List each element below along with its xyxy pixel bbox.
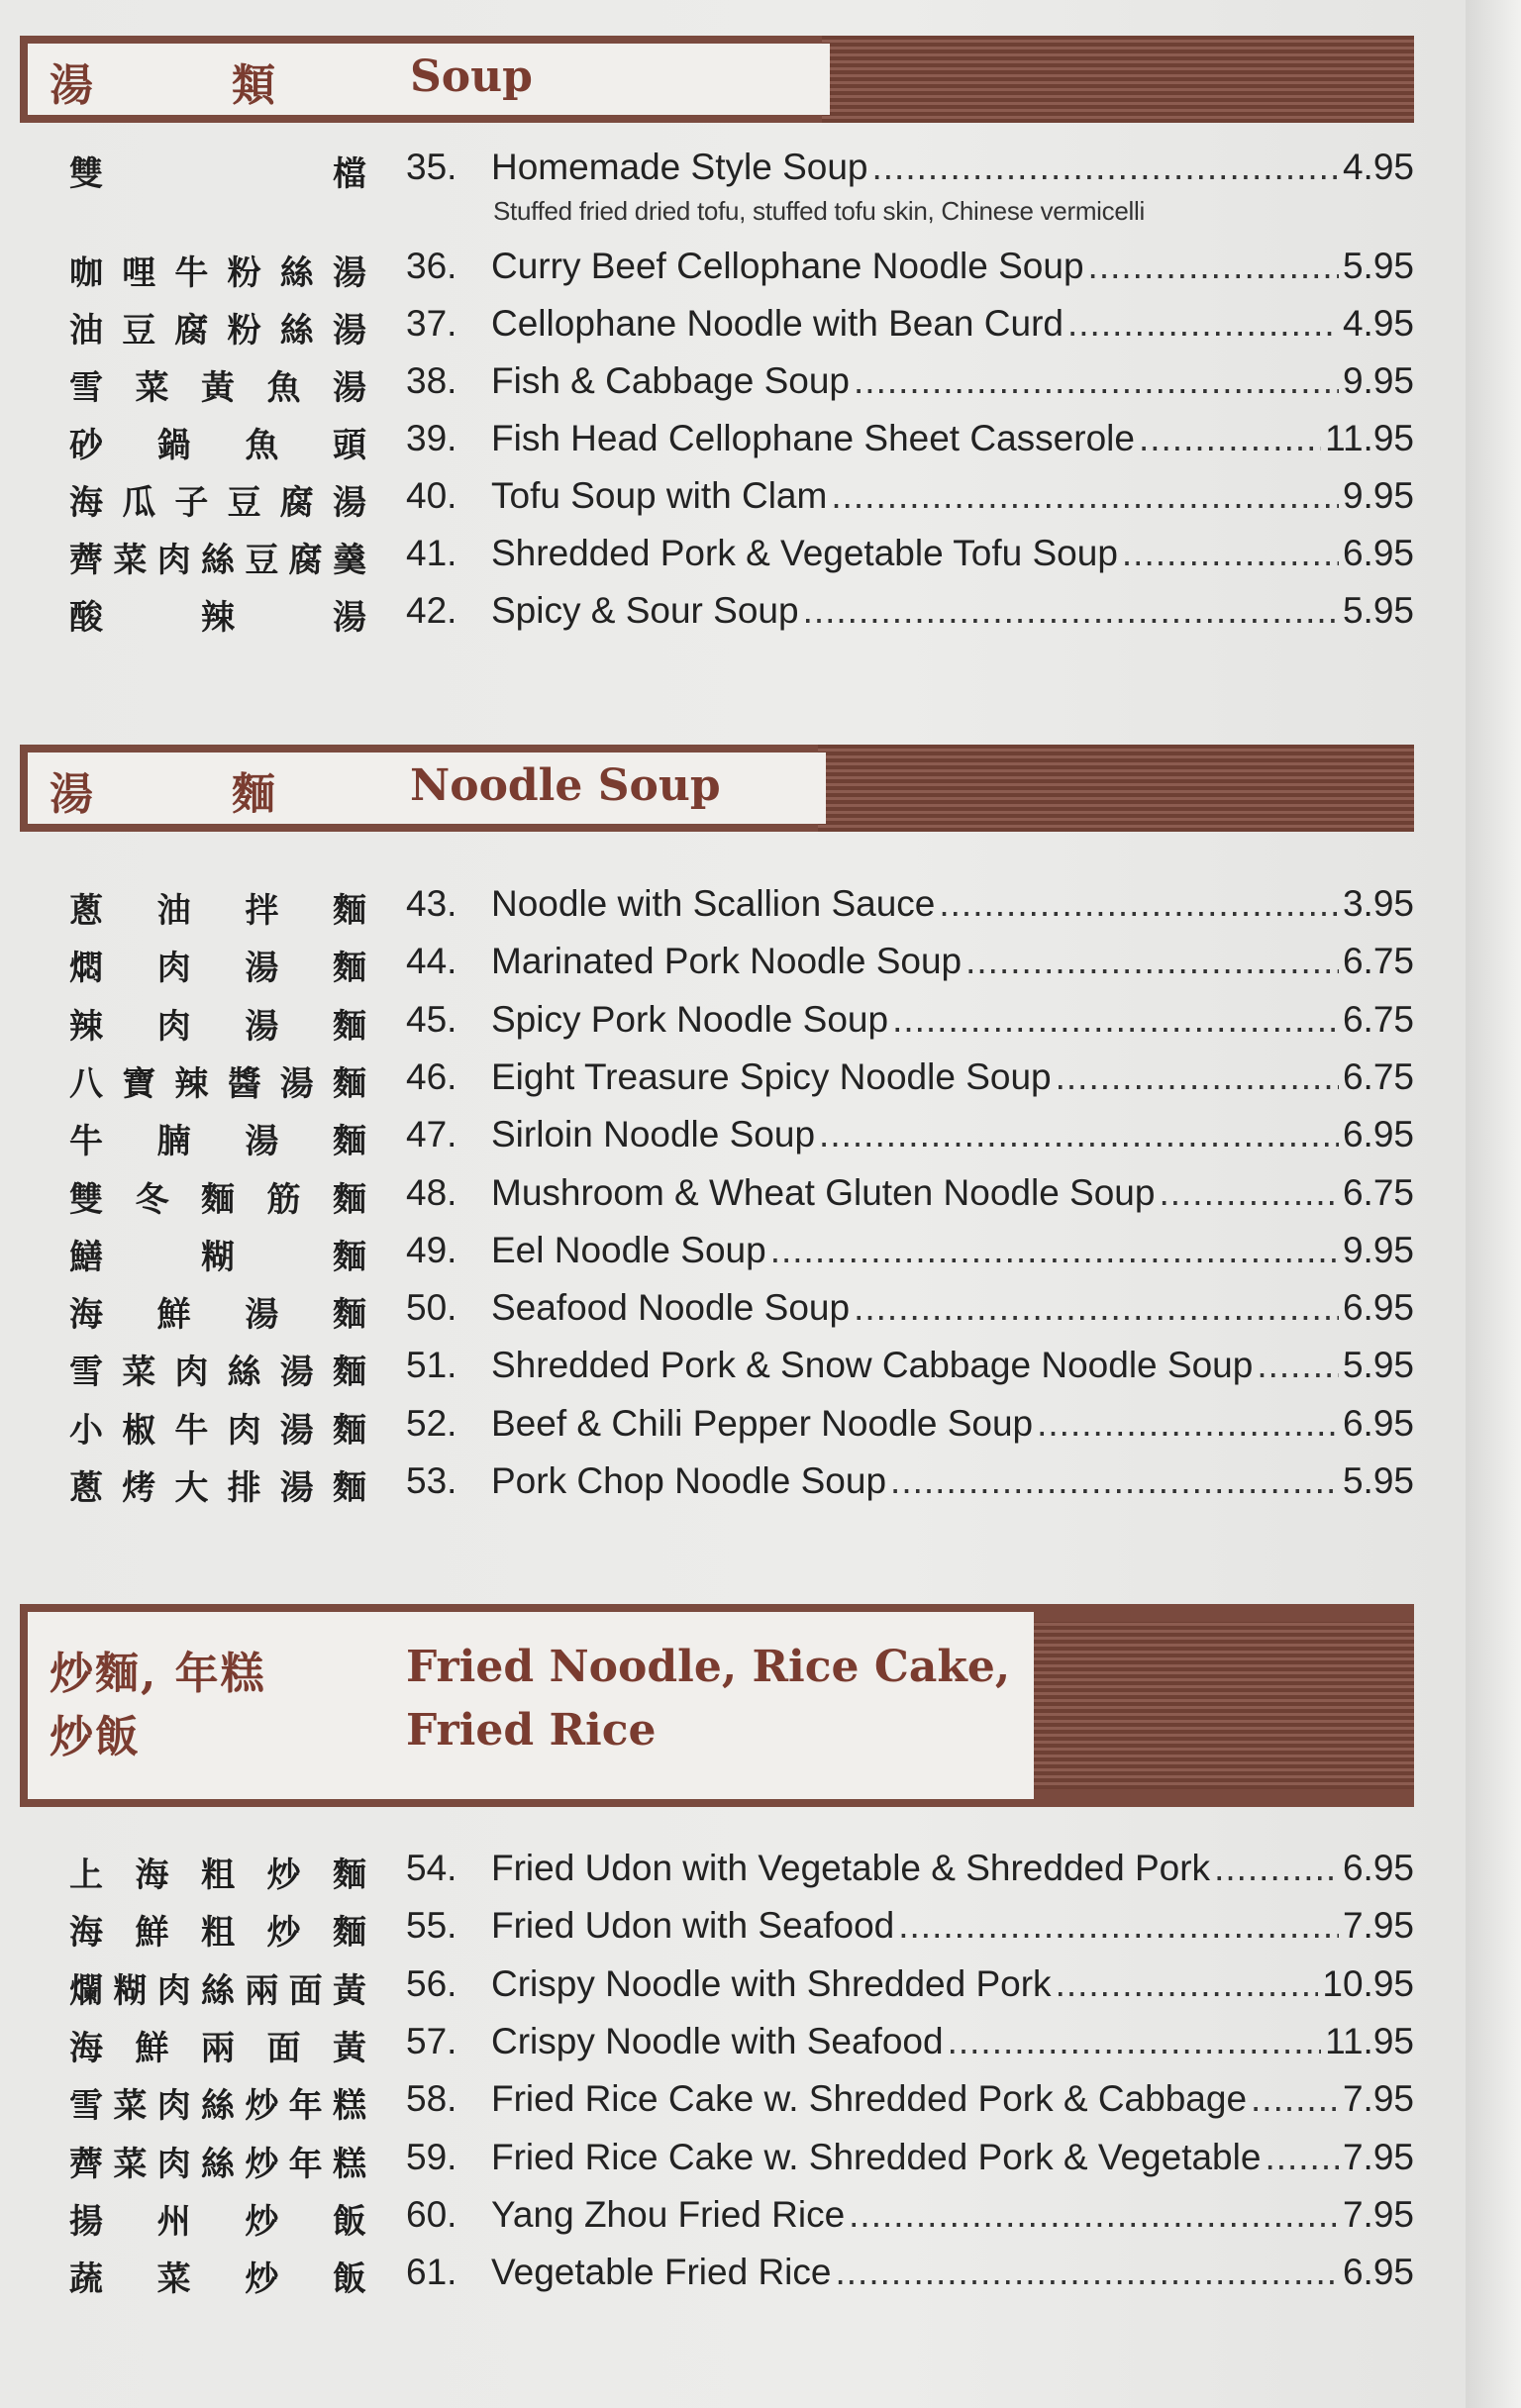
banner-stripes (1026, 1622, 1414, 1789)
dot-leader (1037, 1403, 1339, 1445)
dot-leader (1251, 2078, 1339, 2120)
menu-item-chinese-name: 海 鮮 兩 面 黃 (69, 2028, 366, 2068)
menu-item-name: Beef & Chili Pepper Noodle Soup (491, 1402, 1034, 1444)
menu-item-line (491, 2078, 1414, 2120)
menu-item (0, 525, 1521, 582)
dot-leader (1265, 2137, 1339, 2178)
menu-item (0, 1897, 1521, 1955)
dot-leader (892, 999, 1339, 1041)
dot-leader (1214, 1848, 1339, 1889)
menu-item-number: 55. (406, 1905, 457, 1947)
menu-item-chinese-name: 辣 肉 湯 麵 (69, 1006, 366, 1047)
menu-item-price: 4.95 (1342, 147, 1414, 187)
menu-item (0, 1222, 1521, 1279)
menu-item-number: 52. (406, 1402, 457, 1444)
menu-item-name: Fried Udon with Vegetable & Shredded Pork (491, 1848, 1211, 1888)
dot-leader (1056, 1056, 1339, 1098)
menu-item-line (491, 1848, 1414, 1889)
menu-item (0, 1279, 1521, 1337)
dot-leader (854, 360, 1339, 402)
menu-item-price: 5.95 (1342, 246, 1414, 286)
menu-item-number: 39. (406, 418, 457, 458)
menu-item-name: Spicy Pork Noodle Soup (491, 998, 889, 1040)
menu-item (0, 2244, 1521, 2301)
menu-item-price: 7.95 (1342, 1905, 1414, 1947)
menu-item-line (491, 2194, 1414, 2236)
dot-leader (1139, 418, 1321, 459)
menu-item-name: Marinated Pork Noodle Soup (491, 941, 963, 982)
menu-item-line (491, 1460, 1414, 1502)
menu-item-chinese-name: 雪 菜 黃 魚 湯 (69, 368, 366, 408)
menu-item-name: Shredded Pork & Snow Cabbage Noodle Soup (491, 1345, 1254, 1386)
menu-item-price: 7.95 (1342, 2136, 1414, 2177)
menu-item-name: Seafood Noodle Soup (491, 1287, 851, 1329)
section-title-english: Soup (410, 51, 533, 102)
menu-item-line (491, 1403, 1414, 1445)
menu-item-chinese-name: 油 豆 腐 粉 絲 湯 (69, 311, 366, 351)
menu-item-name: Spicy & Sour Soup (491, 590, 799, 631)
menu-item-price: 6.75 (1342, 1171, 1414, 1213)
dot-leader (819, 1114, 1339, 1155)
menu-item-name: Pork Chop Noodle Soup (491, 1460, 887, 1501)
menu-item-chinese-name: 蔥 烤 大 排 湯 麵 (69, 1468, 366, 1508)
menu-item-chinese-name: 蔥 油 拌 麵 (69, 891, 366, 931)
menu-item-description: Stuffed fried dried tofu, stuffed tofu skin, Chinese vermicelli (493, 196, 1145, 226)
dot-leader (1056, 1963, 1319, 2005)
menu-item-name: Curry Beef Cellophane Noodle Soup (491, 246, 1084, 286)
menu-item-chinese-name: 上 海 粗 炒 麵 (69, 1856, 366, 1895)
menu-item-chinese-name: 燜 肉 湯 麵 (69, 949, 366, 989)
section-title-chinese: 湯 麵 (50, 769, 277, 820)
menu-item-number: 38. (406, 360, 457, 401)
menu-item (0, 238, 1521, 295)
menu-item-line (491, 1963, 1414, 2005)
dot-leader (1257, 1345, 1339, 1386)
menu-item-line (491, 883, 1414, 925)
menu-item-chinese-name: 酸 辣 湯 (69, 598, 366, 638)
section-title-chinese-line2: 炒飯 (50, 1712, 141, 1762)
menu-item-name: Cellophane Noodle with Bean Curd (491, 303, 1064, 344)
menu-item-price: 11.95 (1325, 2020, 1414, 2061)
menu-item-name: Eight Treasure Spicy Noodle Soup (491, 1055, 1052, 1097)
menu-item-line (491, 475, 1414, 517)
menu-item-number: 47. (406, 1114, 457, 1155)
menu-item-line (491, 533, 1414, 574)
menu-item-name: Mushroom & Wheat Gluten Noodle Soup (491, 1171, 1156, 1213)
menu-item-number: 44. (406, 941, 457, 982)
section-title-english: Fried Noodle, Rice Cake, (406, 1642, 1011, 1692)
menu-item-price: 4.95 (1342, 303, 1414, 344)
dot-leader (890, 1460, 1339, 1502)
menu-item-chinese-name: 牛 腩 湯 麵 (69, 1122, 366, 1162)
menu-item (0, 1840, 1521, 1897)
menu-item-price: 6.75 (1342, 998, 1414, 1040)
menu-item (0, 2013, 1521, 2070)
menu-item-name: Sirloin Noodle Soup (491, 1114, 816, 1155)
menu-item-price: 6.75 (1342, 941, 1414, 982)
dot-leader (831, 475, 1339, 517)
menu-item (0, 410, 1521, 467)
menu-item-name: Tofu Soup with Clam (491, 475, 828, 516)
menu-item-price: 5.95 (1342, 590, 1414, 631)
menu-item-number: 51. (406, 1345, 457, 1386)
menu-item-chinese-name: 薺 菜 肉 絲 豆 腐 羹 (69, 541, 366, 580)
menu-item-price: 5.95 (1342, 1345, 1414, 1386)
menu-item-price: 11.95 (1325, 418, 1414, 458)
menu-item-number: 57. (406, 2020, 457, 2061)
dot-leader (948, 2021, 1322, 2062)
menu-item-chinese-name: 海 瓜 子 豆 腐 湯 (69, 483, 366, 523)
menu-item-line (491, 1056, 1414, 1098)
menu-item-name: Crispy Noodle with Shredded Pork (491, 1962, 1052, 2004)
dot-leader (871, 147, 1339, 188)
dot-leader (803, 590, 1339, 632)
menu-item-number: 48. (406, 1171, 457, 1213)
menu-item (0, 1956, 1521, 2013)
menu-item-line (491, 590, 1414, 632)
menu-item-price: 9.95 (1342, 475, 1414, 516)
menu-item (0, 991, 1521, 1049)
menu-item-chinese-name: 咖 哩 牛 粉 絲 湯 (69, 253, 366, 293)
dot-leader (1088, 246, 1339, 287)
menu-item-number: 43. (406, 883, 457, 924)
menu-item (0, 1453, 1521, 1510)
menu-item-price: 6.75 (1342, 1055, 1414, 1097)
menu-item-number: 53. (406, 1460, 457, 1501)
menu-item-number: 45. (406, 998, 457, 1040)
menu-item (0, 582, 1521, 640)
menu-item-chinese-name: 爛 糊 肉 絲 兩 面 黃 (69, 1970, 366, 2011)
menu-item (0, 1395, 1521, 1453)
menu-item-price: 3.95 (1342, 883, 1414, 924)
menu-item-number: 61. (406, 2252, 457, 2293)
menu-item (0, 467, 1521, 525)
menu-item-line (491, 360, 1414, 402)
menu-item-line (491, 1345, 1414, 1386)
menu-item-number: 46. (406, 1055, 457, 1097)
menu-item-number: 56. (406, 1962, 457, 2004)
dot-leader (835, 2252, 1339, 2293)
menu-item-number: 36. (406, 246, 457, 286)
section-title-english-line2: Fried Rice (406, 1705, 657, 1756)
menu-item-line (491, 2137, 1414, 2178)
banner-stripes (822, 36, 1414, 123)
menu-item-chinese-name: 雪 菜 肉 絲 炒 年 糕 (69, 2086, 366, 2127)
menu-item-number: 60. (406, 2193, 457, 2235)
menu-item-line (491, 1287, 1414, 1329)
menu-item-price: 6.95 (1342, 1287, 1414, 1329)
menu-item-line (491, 941, 1414, 982)
menu-item-number: 58. (406, 2078, 457, 2120)
menu-item-chinese-name: 八 寶 辣 醬 湯 麵 (69, 1063, 366, 1104)
menu-item-price: 6.95 (1342, 1848, 1414, 1888)
menu-item-chinese-name: 薺 菜 肉 絲 炒 年 糕 (69, 2144, 366, 2184)
menu-item-name: Crispy Noodle with Seafood (491, 2020, 944, 2061)
menu-item-line (491, 2021, 1414, 2062)
menu-item-number: 37. (406, 303, 457, 344)
menu-item-name: Homemade Style Soup (491, 147, 868, 187)
menu-item-number: 54. (406, 1848, 457, 1888)
menu-item-name: Yang Zhou Fried Rice (491, 2193, 846, 2235)
dot-leader (939, 883, 1339, 925)
menu-item-line (491, 246, 1414, 287)
menu-item-price: 6.95 (1342, 2252, 1414, 2293)
menu-item-number: 59. (406, 2136, 457, 2177)
menu-item-price: 6.95 (1342, 1114, 1414, 1155)
menu-item-chinese-name: 砂 鍋 魚 頭 (69, 426, 366, 465)
menu-item-chinese-name: 小 椒 牛 肉 湯 麵 (69, 1410, 366, 1451)
menu-item (0, 2186, 1521, 2244)
dot-leader (849, 2194, 1339, 2236)
menu-item-chinese-name: 雙 冬 麵 筋 麵 (69, 1179, 366, 1220)
menu-item-line (491, 999, 1414, 1041)
menu-item-name: Fish Head Cellophane Sheet Casserole (491, 418, 1135, 458)
menu-item-number: 42. (406, 590, 457, 631)
menu-item-chinese-name: 雪 菜 肉 絲 湯 麵 (69, 1353, 366, 1393)
menu-item-chinese-name: 揚 州 炒 飯 (69, 2201, 366, 2242)
menu-item-line (491, 1172, 1414, 1214)
menu-item-chinese-name: 鱔 糊 麵 (69, 1237, 366, 1277)
dot-leader (854, 1287, 1339, 1329)
menu-item (0, 1164, 1521, 1222)
menu-item-price: 10.95 (1322, 1962, 1414, 2004)
menu-item-line (491, 1905, 1414, 1947)
menu-item-chinese-name: 蔬 菜 炒 飯 (69, 2259, 366, 2300)
menu-item-line (491, 418, 1414, 459)
menu-item-price: 7.95 (1342, 2193, 1414, 2235)
menu-item (0, 1049, 1521, 1106)
dot-leader (965, 941, 1339, 982)
section-title-chinese: 炒麵, 年糕 (50, 1649, 266, 1699)
menu-item-line (491, 1114, 1414, 1155)
menu-item (0, 875, 1521, 933)
dot-leader (1159, 1172, 1339, 1214)
menu-item (0, 352, 1521, 410)
menu-item (0, 1106, 1521, 1163)
menu-item-price: 6.95 (1342, 533, 1414, 573)
menu-item-name: Fried Rice Cake w. Shredded Pork & Cabbage (491, 2078, 1248, 2120)
menu-item (0, 2129, 1521, 2186)
menu-item-line (491, 2252, 1414, 2293)
menu-item-number: 49. (406, 1229, 457, 1270)
menu-item-name: Fried Rice Cake w. Shredded Pork & Vegetable (491, 2136, 1262, 2177)
menu-item (0, 139, 1521, 226)
menu-item-name: Fish & Cabbage Soup (491, 360, 851, 401)
menu-item (0, 2070, 1521, 2128)
dot-leader (898, 1905, 1339, 1947)
menu-item-line (491, 147, 1414, 188)
menu-item-number: 40. (406, 475, 457, 516)
menu-item (0, 933, 1521, 990)
section-title-chinese: 湯 類 (50, 60, 277, 111)
menu-item-price: 6.95 (1342, 1402, 1414, 1444)
menu-item-name: Noodle with Scallion Sauce (491, 883, 936, 924)
section-title-english: Noodle Soup (410, 760, 721, 811)
menu-item-name: Eel Noodle Soup (491, 1229, 766, 1270)
menu-item-chinese-name: 海 鮮 湯 麵 (69, 1295, 366, 1336)
menu-item-price: 9.95 (1342, 360, 1414, 401)
menu-item-price: 5.95 (1342, 1460, 1414, 1501)
menu-item-name: Vegetable Fried Rice (491, 2252, 832, 2293)
dot-leader (770, 1230, 1339, 1271)
menu-item-number: 35. (406, 147, 457, 187)
menu-item-name: Fried Udon with Seafood (491, 1905, 895, 1947)
menu-item-number: 50. (406, 1287, 457, 1329)
menu-item-chinese-name: 海 鮮 粗 炒 麵 (69, 1913, 366, 1954)
menu-item (0, 295, 1521, 352)
menu-item-line (491, 1230, 1414, 1271)
menu-item-name: Shredded Pork & Vegetable Tofu Soup (491, 533, 1118, 573)
dot-leader (1067, 303, 1339, 345)
menu-item (0, 1337, 1521, 1394)
menu-item-chinese-name: 雙 檔 (69, 154, 366, 194)
dot-leader (1122, 533, 1339, 574)
menu-item-number: 41. (406, 533, 457, 573)
section-banner (20, 1604, 1414, 1807)
menu-item-price: 9.95 (1342, 1229, 1414, 1270)
banner-stripes (818, 745, 1414, 832)
menu-item-price: 7.95 (1342, 2078, 1414, 2120)
menu-item-line (491, 303, 1414, 345)
